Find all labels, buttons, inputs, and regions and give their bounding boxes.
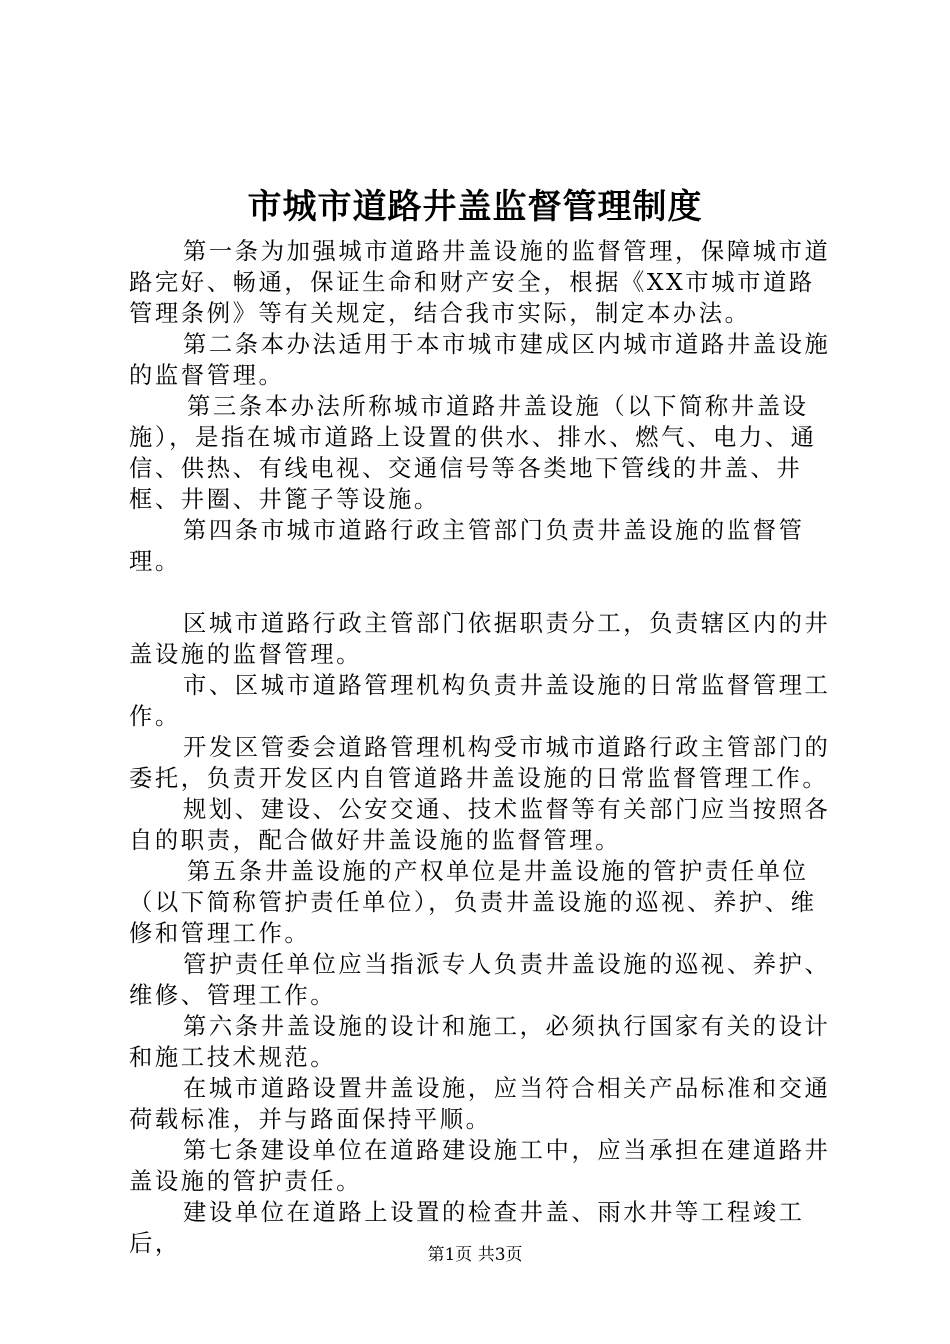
paragraph-article-5-staff: 管护责任单位应当指派专人负责井盖设施的巡视、养护、维修、管理工作。 (129, 951, 831, 1009)
paragraph-article-3: 第三条本办法所称城市道路井盖设施（以下简称井盖设施），是指在城市道路上设置的供水、排水、燃气、电力、通信、供热、有线电视、交通信号等各类地下管线的井盖、井框、井圈、井篦子等设施。 (129, 393, 817, 513)
paragraph-article-6-standards: 在城市道路设置井盖设施，应当符合相关产品标准和交通荷载标准，并与路面保持平顺。 (129, 1075, 831, 1133)
paragraph-article-4: 第四条市城市道路行政主管部门负责井盖设施的监督管理。 (129, 517, 805, 575)
page-footer: 第1页 共3页 (427, 1245, 523, 1265)
paragraph-article-7-continued: 建设单位在道路上设置的检查井盖、雨水井等工程竣工后， (129, 1199, 805, 1257)
paragraph-article-1: 第一条为加强城市道路井盖设施的监督管理，保障城市道路完好、畅通，保证生命和财产安全，根据《XX市城市道路管理条例》等有关规定，结合我市实际，制定本办法。 (129, 238, 831, 327)
paragraph-article-6: 第六条井盖设施的设计和施工，必须执行国家有关的设计和施工技术规范。 (129, 1013, 831, 1071)
paragraph-article-5: 第五条井盖设施的产权单位是井盖设施的管护责任单位（以下简称管护责任单位），负责井盖设施的巡视、养护、维修和管理工作。 (129, 858, 817, 947)
document-body (129, 236, 834, 1259)
document-title: 市城市道路井盖监督管理制度 (247, 187, 703, 227)
paragraph-article-4-district: 区城市道路行政主管部门依据职责分工，负责辖区内的井盖设施的监督管理。 (129, 610, 831, 668)
paragraph-article-4-development-zone: 开发区管委会道路管理机构受市城市道路行政主管部门的委托，负责开发区内自管道路井盖设施的日常监督管理工作。 (129, 734, 831, 792)
paragraph-article-4-agencies: 市、区城市道路管理机构负责井盖设施的日常监督管理工作。 (129, 672, 831, 730)
paragraph-article-7: 第七条建设单位在道路建设施工中，应当承担在建道路井盖设施的管护责任。 (129, 1137, 831, 1195)
paragraph-article-2: 第二条本办法适用于本市城市建成区内城市道路井盖设施的监督管理。 (129, 331, 831, 389)
paragraph-article-4-departments: 规划、建设、公安交通、技术监督等有关部门应当按照各自的职责，配合做好井盖设施的监督管理。 (129, 796, 831, 854)
